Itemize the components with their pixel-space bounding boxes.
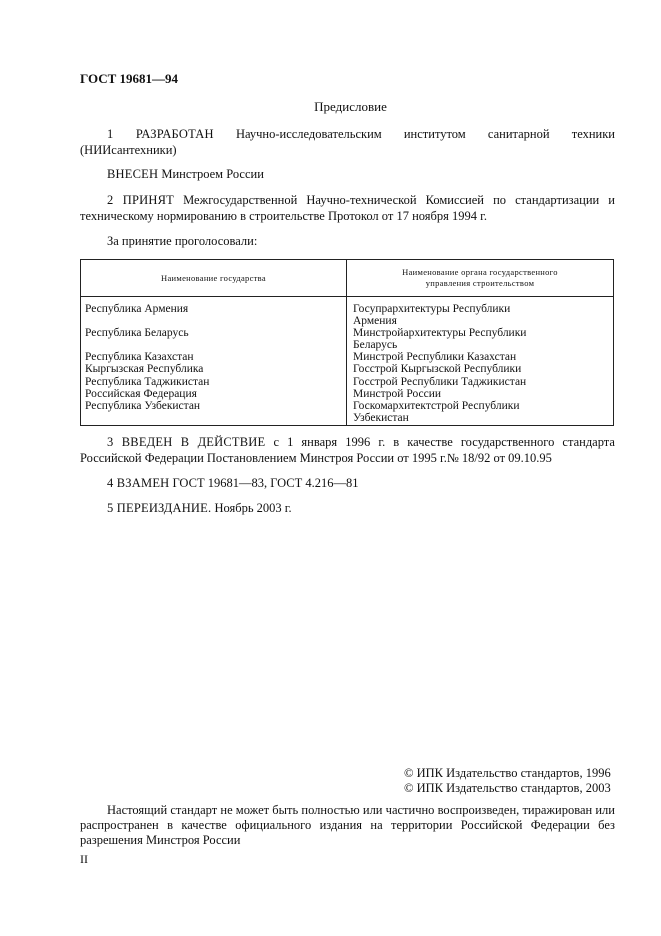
- header-body-text: Наименование органа государственного управления строительством: [402, 267, 558, 288]
- body-uzbekistan-2: Узбекистан: [353, 411, 409, 424]
- body-uzbekistan-1: Госкомархитектстрой Республики: [353, 399, 520, 412]
- effective-paragraph: [80, 434, 615, 466]
- state-armenia: Республика Армения: [85, 303, 189, 315]
- copyright-line-2003: © ИПК Издательство стандартов, 2003: [404, 781, 611, 795]
- introduced-paragraph: [80, 166, 615, 182]
- state-uzbekistan: Республика Узбекистан: [85, 399, 201, 412]
- effective-text: с 1 января 1996 г. в качестве государственного стандарта Российской Федерации Постановлением Минстроя России от 1995 г.№ 18/92 от 09.10.95: [80, 435, 615, 465]
- replaces-lead: 4 ВЗАМЕН: [107, 476, 170, 490]
- replaces-paragraph: [80, 475, 615, 491]
- state-blank-1: [85, 315, 345, 327]
- developed-text: Научно-исследовательским институтом санитарной техники (НИИсантехники): [80, 127, 615, 157]
- replaces-text: ГОСТ 19681—83, ГОСТ 4.216—81: [169, 476, 359, 490]
- copyright-block: [404, 766, 611, 796]
- state-tajikistan: Республика Таджикистан: [85, 375, 210, 388]
- effective-lead: 3 ВВЕДЕН В ДЕЙСТВИЕ: [107, 435, 266, 449]
- adopted-lead: 2 ПРИНЯТ: [107, 193, 174, 207]
- adopted-paragraph: [80, 192, 615, 224]
- state-russia: Российская Федерация: [85, 387, 197, 400]
- body-column: [347, 297, 614, 426]
- body-armenia-2: Армения: [353, 315, 397, 328]
- body-tajikistan: Госстрой Республики Таджикистан: [353, 375, 527, 388]
- introduced-lead: ВНЕСЕН: [107, 167, 159, 181]
- body-kazakhstan: Минстрой Республики Казахстан: [353, 351, 517, 364]
- introduced-text: Минстроем России: [158, 167, 264, 181]
- preface-title: Предисловие: [314, 99, 387, 114]
- reissue-paragraph: [80, 500, 615, 516]
- body-belarus-1: Минстройархитектуры Республики: [353, 327, 527, 340]
- reissue-text: Ноябрь 2003 г.: [211, 501, 292, 515]
- body-kyrgyzstan: Госстрой Кыргызской Республики: [353, 363, 522, 376]
- table-header-row: [81, 260, 614, 297]
- state-kyrgyzstan: Кыргызская Республика: [85, 363, 204, 376]
- developed-paragraph: [80, 126, 615, 158]
- body-russia: Минстрой России: [353, 387, 441, 400]
- state-blank-2: [85, 339, 345, 351]
- state-kazakhstan: Республика Казахстан: [85, 351, 194, 364]
- document-id-header: ГОСТ 19681—94: [80, 71, 179, 86]
- header-state: Наименование государства: [81, 260, 347, 297]
- reissue-lead: 5 ПЕРЕИЗДАНИЕ.: [107, 501, 212, 515]
- state-column: [81, 297, 347, 426]
- voting-table: [80, 259, 614, 426]
- adopted-text: Межгосударственной Научно-технической Комиссией по стандартизации и техническому нормированию в строительстве Протокол от 17 ноября 1994 г.: [80, 193, 615, 223]
- page-number: II: [80, 852, 88, 866]
- voted-paragraph: За принятие проголосовали:: [107, 234, 258, 248]
- body-armenia-1: Госупрархитектуры Республики: [353, 303, 511, 315]
- header-body: [347, 260, 614, 297]
- table-row: [81, 297, 614, 426]
- reproduction-notice: Настоящий стандарт не может быть полностью или частично воспроизведен, тиражирован или распространен в качестве официального издания на территории Российской Федерации без разрешения Минстроя России: [80, 803, 615, 847]
- developed-lead: 1 РАЗРАБОТАН: [107, 127, 214, 141]
- copyright-line-1996: © ИПК Издательство стандартов, 1996: [404, 766, 611, 780]
- body-belarus-2: Беларусь: [353, 339, 398, 352]
- state-belarus: Республика Беларусь: [85, 327, 189, 340]
